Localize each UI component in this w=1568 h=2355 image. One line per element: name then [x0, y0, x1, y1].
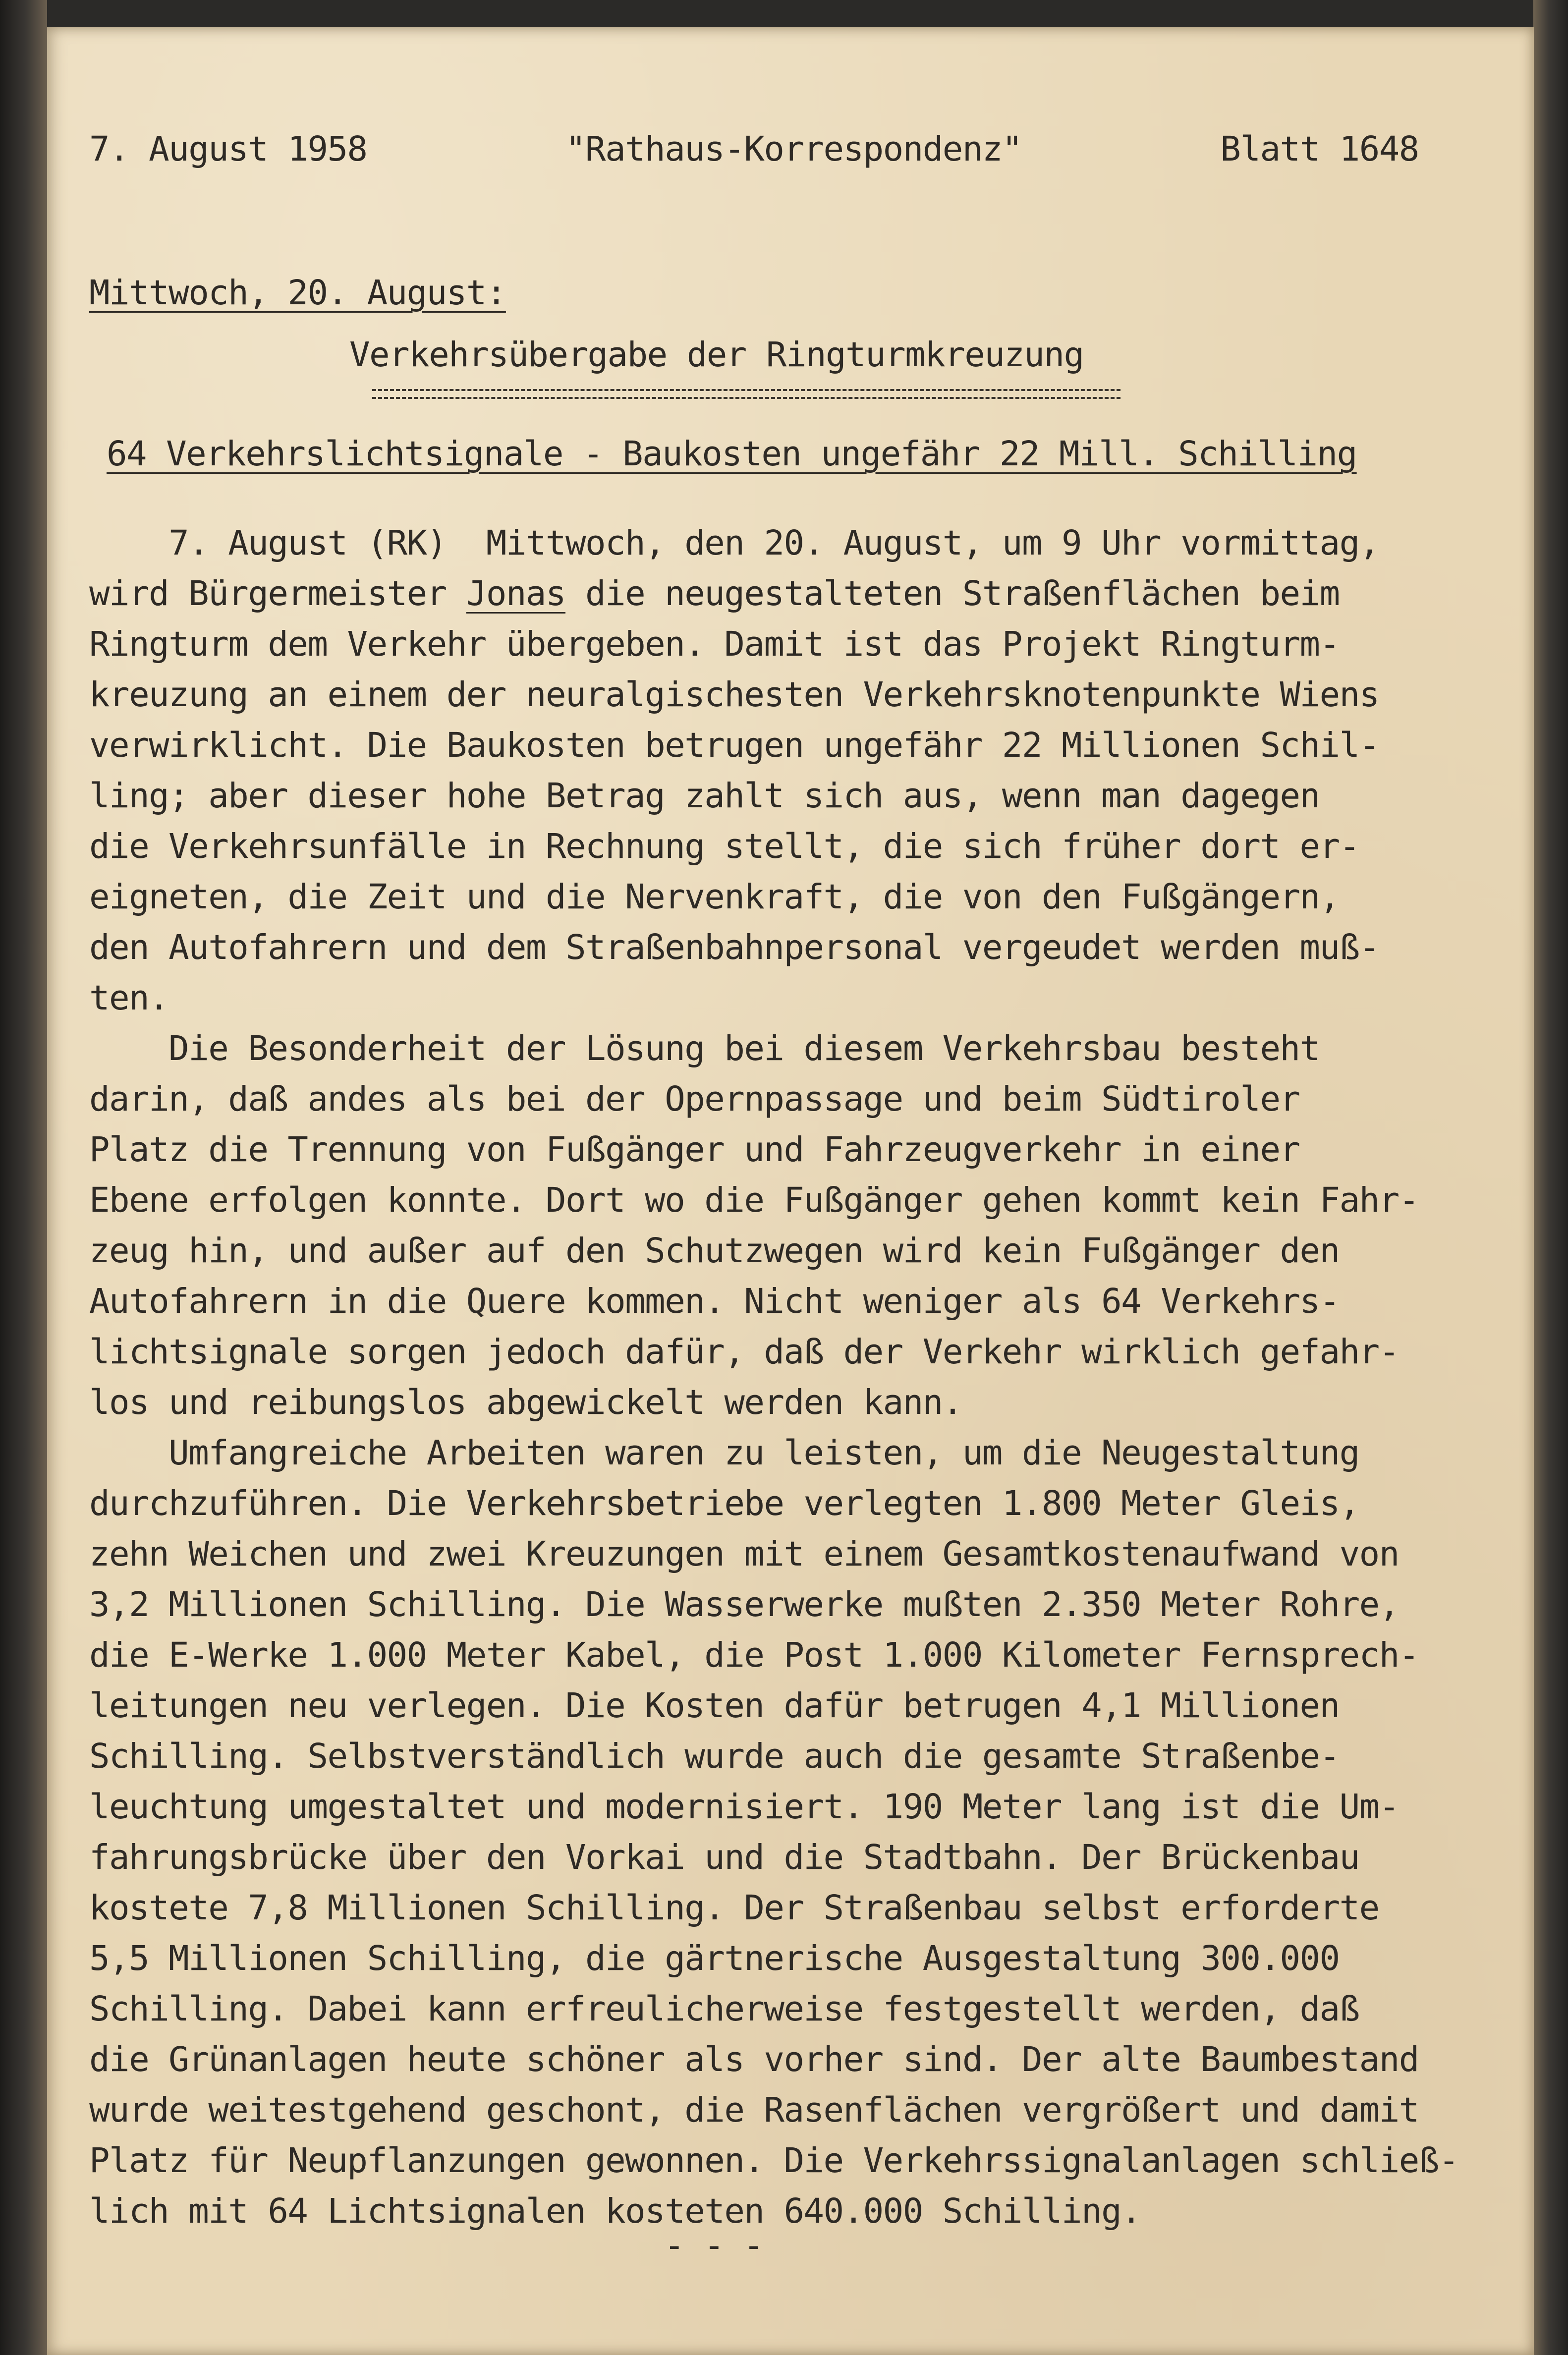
event-day [89, 268, 506, 318]
subheadline [107, 429, 1357, 479]
body-line: kostete 7,8 Millionen Schilling. Der Straßenbau selbst erforderte [89, 1888, 1379, 1928]
body-line: lich mit 64 Lichtsignalen kosteten 640.000 Schilling. [89, 2191, 1141, 2231]
body-line: Autofahrern in die Quere kommen. Nicht weniger als 64 Verkehrs- [89, 1282, 1340, 1321]
body-line: los und reibungslos abgewickelt werden kann. [89, 1383, 962, 1422]
body-line: 3,2 Millionen Schilling. Die Wasserwerke mußten 2.350 Meter Rohre, [89, 1585, 1399, 1625]
body-line: leitungen neu verlegen. Die Kosten dafür betrugen 4,1 Millionen [89, 1686, 1340, 1726]
headline-double-rule [372, 389, 1120, 399]
document-page [47, 27, 1534, 2355]
mayor-name: Jonas [466, 574, 566, 614]
body-line: durchzuführen. Die Verkehrsbetriebe verlegten 1.800 Meter Gleis, [89, 1484, 1359, 1523]
page-right-edge [1533, 0, 1568, 2355]
headline: Verkehrsübergabe der Ringturmkreuzung [349, 335, 1084, 375]
subheadline-text: 64 Verkehrslichtsignale - Baukosten ungefähr 22 Mill. Schilling [107, 434, 1357, 474]
body-line: Platz die Trennung von Fußgänger und Fahrzeugverkehr in einer [89, 1130, 1300, 1170]
body-line: Schilling. Dabei kann erfreulicherweise festgestellt werden, daß [89, 1989, 1359, 2029]
body-line: 7. August (RK) Mittwoch, den 20. August, um 9 Uhr vormittag, [89, 523, 1379, 563]
page-header [89, 124, 1419, 174]
body-line: zeug hin, und außer auf den Schutzwegen wird kein Fußgänger den [89, 1231, 1340, 1271]
body-line: lichtsignale sorgen jedoch dafür, daß der Verkehr wirklich gefahr- [89, 1332, 1399, 1372]
body-line: den Autofahrern und dem Straßenbahnpersonal vergeudet werden muß- [89, 928, 1379, 967]
article-body [89, 518, 1458, 2237]
body-line: darin, daß andes als bei der Opernpassage und beim Südtiroler [89, 1079, 1300, 1119]
body-line: 5,5 Millionen Schilling, die gärtnerische Ausgestaltung 300.000 [89, 1939, 1340, 1978]
body-line: leuchtung umgestaltet und modernisiert. 190 Meter lang ist die Um- [89, 1787, 1399, 1827]
body-line: verwirklicht. Die Baukosten betrugen ungefähr 22 Millionen Schil- [89, 726, 1379, 765]
body-line: Umfangreiche Arbeiten waren zu leisten, um die Neugestaltung [89, 1433, 1359, 1473]
body-line: Ringturm dem Verkehr übergeben. Damit ist das Projekt Ringturm- [89, 624, 1340, 664]
end-marker: - - - [664, 2226, 764, 2265]
body-line: Ebene erfolgen konnte. Dort wo die Fußgänger gehen kommt kein Fahr- [89, 1180, 1419, 1220]
header-date: 7. August 1958 [89, 129, 367, 169]
book-binding-edge [0, 0, 47, 2355]
header-publication: "Rathaus-Korrespondenz" [565, 129, 1022, 169]
body-line: Platz für Neupflanzungen gewonnen. Die Verkehrssignalanlagen schließ- [89, 2141, 1458, 2181]
body-line: die Grünanlagen heute schöner als vorher sind. Der alte Baumbestand [89, 2040, 1419, 2079]
body-line: die Verkehrsunfälle in Rechnung stellt, die sich früher dort er- [89, 827, 1359, 866]
body-line: kreuzung an einem der neuralgischesten Verkehrsknotenpunkte Wiens [89, 675, 1379, 715]
body-line: ling; aber dieser hohe Betrag zahlt sich aus, wenn man dagegen [89, 776, 1320, 816]
header-sheet-number: Blatt 1648 [1220, 129, 1419, 169]
body-line: wird Bürgermeister Jonas die neugestalteten Straßenflächen beim [89, 574, 1340, 614]
body-line: ten. [89, 978, 169, 1018]
body-line: fahrungsbrücke über den Vorkai und die Stadtbahn. Der Brückenbau [89, 1838, 1359, 1877]
event-day-label: Mittwoch, 20. August: [89, 273, 506, 313]
body-line: eigneten, die Zeit und die Nervenkraft, die von den Fußgängern, [89, 877, 1340, 917]
body-line: Die Besonderheit der Lösung bei diesem Verkehrsbau besteht [89, 1029, 1320, 1068]
body-line: zehn Weichen und zwei Kreuzungen mit einem Gesamtkostenaufwand von [89, 1534, 1399, 1574]
body-line: Schilling. Selbstverständlich wurde auch die gesamte Straßenbe- [89, 1737, 1340, 1776]
body-line: wurde weitestgehend geschont, die Rasenflächen vergrößert und damit [89, 2090, 1419, 2130]
body-line: die E-Werke 1.000 Meter Kabel, die Post 1.000 Kilometer Fernsprech- [89, 1635, 1419, 1675]
